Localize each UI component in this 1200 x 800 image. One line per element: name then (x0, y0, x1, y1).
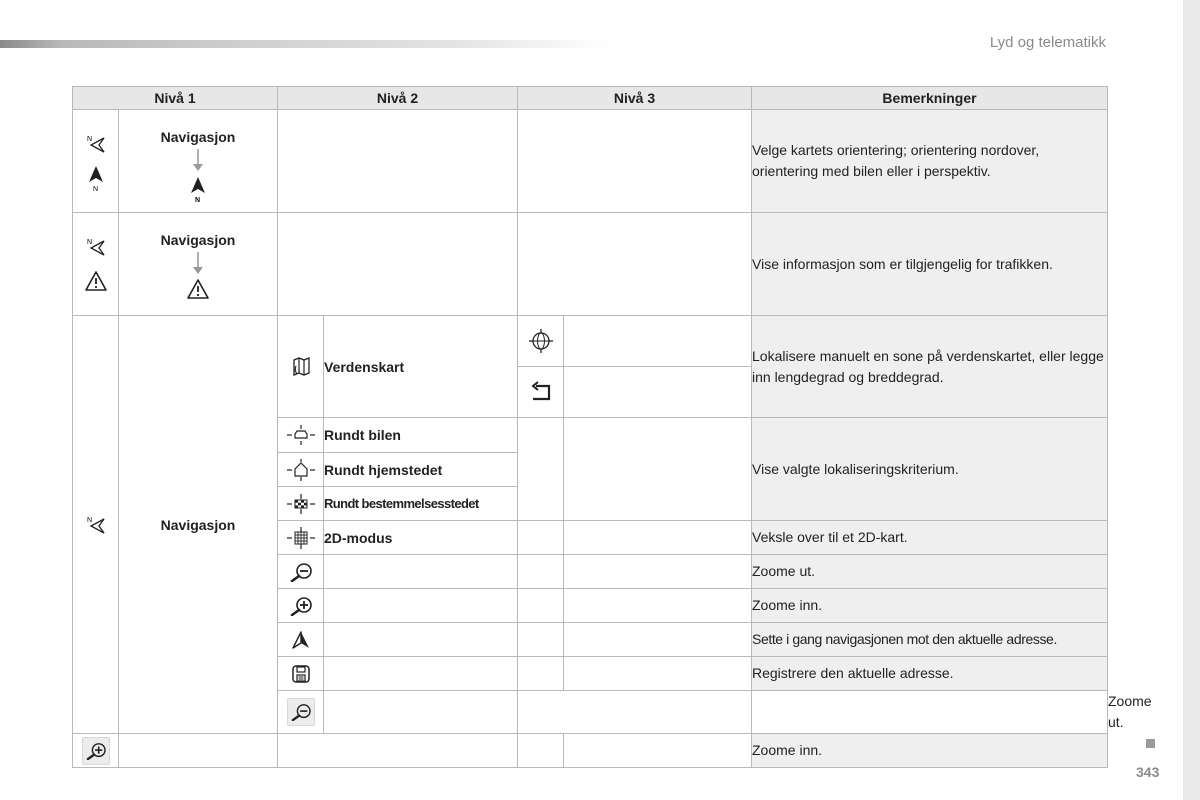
level2-label: Rundt bilen (324, 418, 518, 453)
svg-text:N: N (92, 186, 98, 192)
remark-cell: Lokalisere manuelt en sone på verdenskartet, eller legge inn lengdegrad og breddegrad. (752, 316, 1108, 418)
section-title: Lyd og telematikk (989, 34, 1106, 51)
table-row (73, 110, 1108, 213)
table-row: Zoome ut. (73, 691, 1108, 734)
header-level1: Nivå 1 (73, 87, 278, 110)
nav-cell (119, 110, 278, 213)
header-level2: Nivå 2 (278, 87, 518, 110)
north-up-arrow-icon (85, 164, 107, 192)
world-map-icon (291, 356, 311, 378)
level2-label: Rundt bestemmelsesstedet (324, 487, 518, 521)
zoom-out-icon (290, 703, 312, 721)
navigation-arrow-icon (291, 630, 311, 650)
remark-cell: Zoome ut. (752, 555, 1108, 589)
level2-label-cell (324, 589, 518, 623)
level3-icon-cell (518, 555, 564, 589)
north-arrow-nav-icon (85, 133, 107, 155)
level2-icon-cell (278, 418, 324, 453)
level3-icon-cell (518, 316, 564, 367)
car-pin-icon (286, 424, 316, 446)
save-disk-icon (291, 664, 311, 684)
return-arrow-icon (529, 381, 553, 403)
table-row (73, 316, 1108, 367)
level1-label-cell (324, 691, 518, 734)
level1-icon-cell (73, 734, 119, 768)
nav-label: Navigasjon (160, 129, 236, 145)
header-remarks: Bemerkninger (752, 87, 1108, 110)
level2-icon-cell (278, 316, 324, 418)
svg-text:N: N (86, 239, 92, 246)
level3-icon-cell (518, 521, 564, 555)
level3-cell (518, 213, 752, 316)
remark-cell: Zoome inn. (752, 589, 1108, 623)
level3-icon-cell (518, 418, 564, 521)
level3-icon-cell (518, 367, 564, 418)
level2-icon-cell (278, 657, 324, 691)
header-gradient-bar (0, 40, 610, 48)
nav-label: Navigasjon (160, 232, 236, 248)
level1-icon-cell (73, 316, 119, 734)
level3-icon-cell (518, 657, 564, 691)
level1-icon-cell (278, 691, 324, 734)
level1-icon-cell (73, 213, 119, 316)
level2-cell (278, 110, 518, 213)
level2-label-cell (324, 623, 518, 657)
level2-cell (278, 213, 518, 316)
icon-box (82, 737, 110, 765)
level3-label-cell (564, 316, 752, 367)
level3-label-cell (564, 623, 752, 657)
table-row (73, 734, 1108, 768)
level2-label: Rundt hjemstedet (324, 453, 518, 487)
level2-icon-cell (278, 623, 324, 657)
level3-icon-cell (752, 691, 1108, 734)
warning-triangle-icon (84, 270, 108, 292)
level3-label-cell (564, 418, 752, 521)
zoom-in-icon (289, 596, 313, 616)
level2-cell (278, 734, 518, 768)
arrow-down-icon (192, 252, 204, 276)
page-edge-strip (1183, 0, 1200, 800)
level3-label-cell (564, 589, 752, 623)
level2-icon-cell (278, 453, 324, 487)
level2-cell (518, 691, 752, 734)
home-pin-icon (286, 459, 316, 481)
remark-cell: Sette i gang navigasjonen mot den aktuelle adresse. (752, 623, 1108, 657)
crosshair-globe-icon (528, 328, 554, 354)
remark-cell: Veksle over til et 2D-kart. (752, 521, 1108, 555)
level3-icon-cell (518, 623, 564, 657)
table-header-row (73, 87, 1108, 110)
zoom-out-icon (289, 562, 313, 582)
level3-label-cell (564, 734, 752, 768)
page-number: 343 (1136, 764, 1160, 780)
page-marker (1146, 739, 1155, 748)
level3-label-cell (564, 657, 752, 691)
header-level3: Nivå 3 (518, 87, 752, 110)
level3-cell (518, 110, 752, 213)
level2-icon-cell (278, 521, 324, 555)
menu-table (72, 86, 1152, 768)
grid-pin-icon (286, 527, 316, 549)
svg-text:N: N (86, 136, 92, 143)
remark-cell: Zoome inn. (752, 734, 1108, 768)
zoom-in-icon (85, 742, 107, 760)
level3-label-cell (564, 555, 752, 589)
arrow-down-icon (192, 149, 204, 173)
level3-label-cell (564, 367, 752, 418)
level2-icon-cell (278, 487, 324, 521)
level2-label-cell (324, 657, 518, 691)
level1-icon-cell (73, 110, 119, 213)
level3-icon-cell (518, 589, 564, 623)
nav-cell (119, 213, 278, 316)
nav-label: Navigasjon (160, 516, 236, 533)
remark-cell: Registrere den aktuelle adresse. (752, 657, 1108, 691)
svg-text:N: N (86, 516, 92, 524)
level3-icon-cell (518, 734, 564, 768)
level2-label: Verdenskart (324, 316, 518, 418)
remark-cell: Vise informasjon som er tilgjengelig for trafikken. (752, 213, 1108, 316)
flag-pin-icon (286, 493, 316, 515)
table-row (73, 213, 1108, 316)
svg-text:N: N (195, 197, 201, 203)
remark-cell: Vise valgte lokaliseringskriterium. (752, 418, 1108, 521)
level2-label-cell (324, 555, 518, 589)
level2-icon-cell (278, 589, 324, 623)
nav-cell (119, 316, 278, 734)
warning-triangle-icon (186, 278, 210, 300)
north-arrow-nav-icon (85, 514, 107, 536)
level2-icon-cell (278, 555, 324, 589)
north-arrow-nav-icon (85, 236, 107, 258)
level2-label: 2D-modus (324, 521, 518, 555)
level1-label-cell (119, 734, 278, 768)
remark-cell: Velge kartets orientering; orientering nordover, orientering med bilen eller i perspektiv. (752, 110, 1108, 213)
icon-box (287, 698, 315, 726)
level3-label-cell (564, 521, 752, 555)
north-up-arrow-icon (187, 175, 209, 203)
